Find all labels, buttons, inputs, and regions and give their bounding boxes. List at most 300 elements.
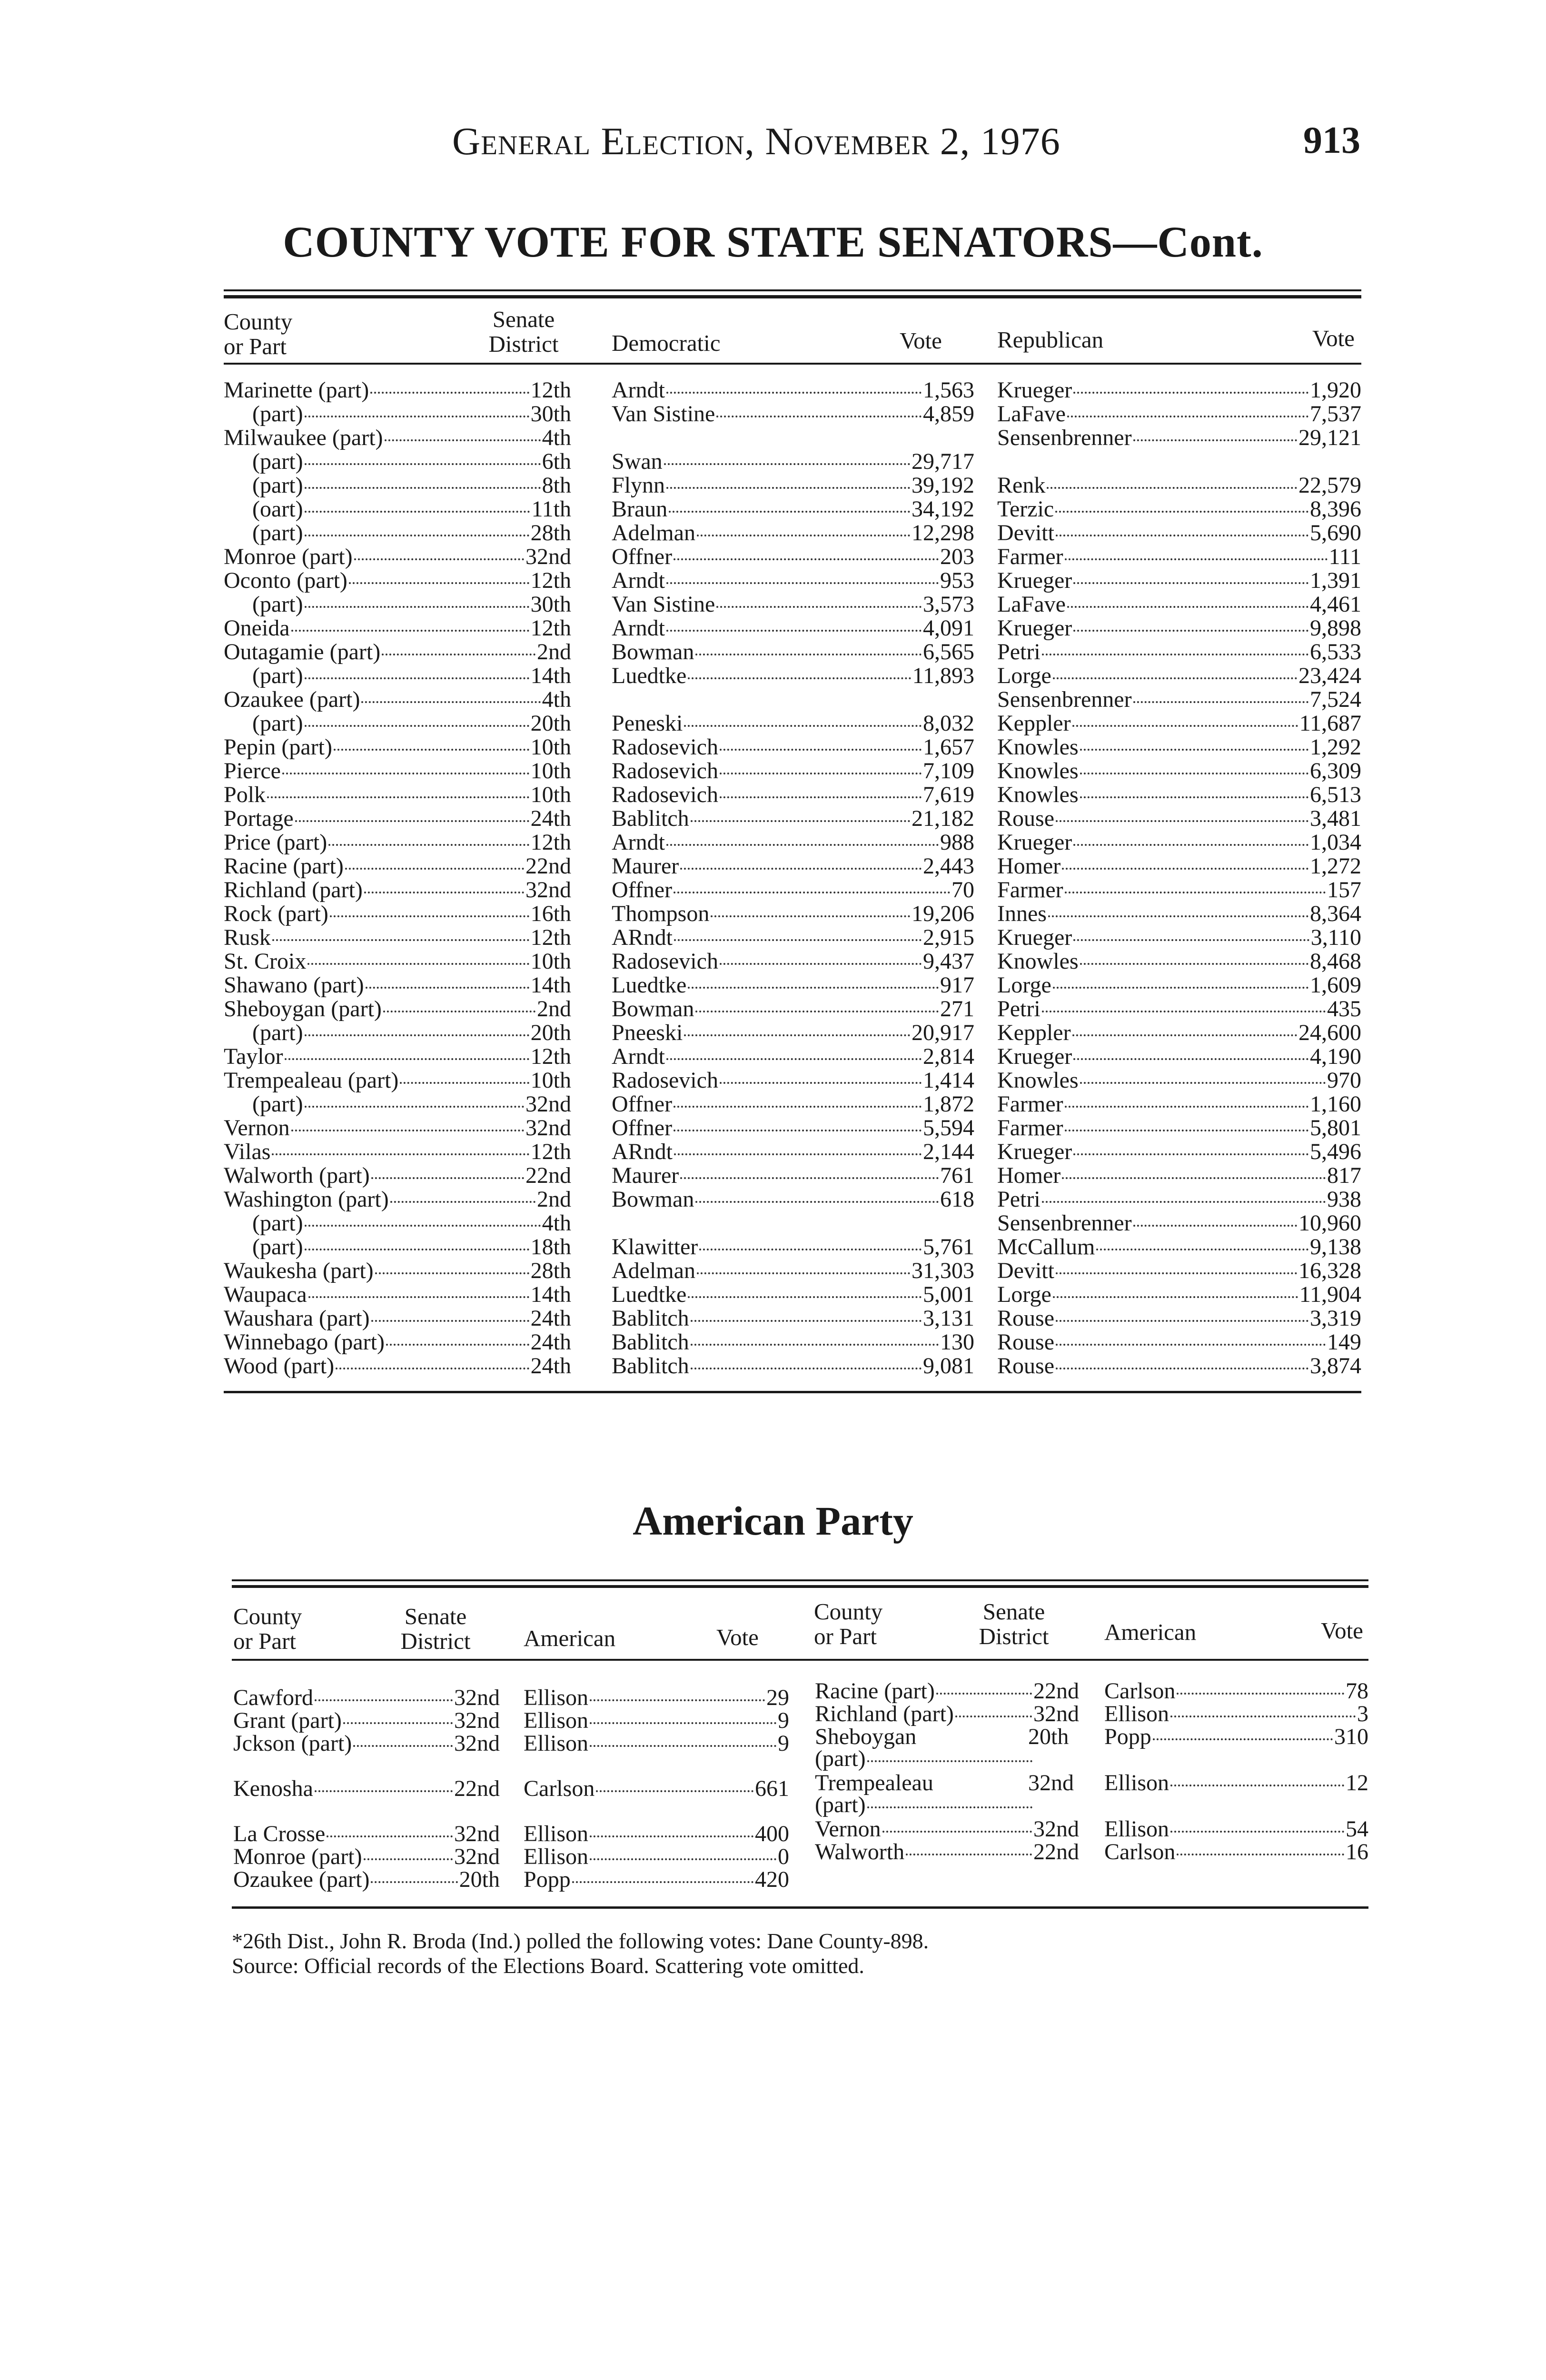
county-cell-value: 2nd: [537, 996, 571, 1021]
republican-cell-label: Terzic: [997, 496, 1054, 522]
ap-candidate-cell: [524, 1822, 789, 1846]
republican-cell-label: Lorge: [997, 972, 1051, 998]
county-cell: [224, 973, 571, 997]
democratic-cell: [612, 450, 974, 474]
table-header-rule: [224, 363, 1361, 365]
dot-leader: [590, 1722, 776, 1724]
dot-leader: [330, 915, 529, 917]
republican-cell: [997, 831, 1361, 854]
ap-candidate-cell-label: Ellison: [1104, 1701, 1169, 1726]
republican-cell-value: 970: [1327, 1068, 1361, 1093]
democratic-cell-label: Maurer: [612, 1163, 679, 1188]
county-cell: [224, 854, 571, 878]
republican-cell: [997, 521, 1361, 545]
dot-leader: [590, 1699, 765, 1701]
county-cell-label: Taylor: [224, 1044, 283, 1069]
dot-leader: [674, 1106, 922, 1108]
dot-leader: [1065, 558, 1328, 560]
ap-county-sub: [815, 1747, 1034, 1771]
democratic-cell: [612, 878, 974, 902]
democratic-cell-label: Arndt: [612, 615, 665, 641]
ap-county-cell-label: Jckson (part): [233, 1731, 352, 1756]
republican-cell-value: 111: [1328, 544, 1361, 569]
democratic-cell-value: 12,298: [912, 520, 974, 545]
dot-leader: [936, 1693, 1032, 1695]
republican-cell: [997, 1211, 1361, 1235]
ap-candidate-cell-value: 420: [755, 1867, 789, 1892]
ap-candidate-cell: [524, 1709, 789, 1733]
democratic-cell-label: Adelman: [612, 520, 695, 545]
dot-leader: [1062, 868, 1308, 870]
ap-candidate-cell-label: Carlson: [1104, 1678, 1176, 1704]
county-cell-value: 24th: [530, 806, 571, 831]
county-cell: [224, 1116, 571, 1140]
county-cell: [224, 997, 571, 1021]
republican-cell: [997, 1140, 1361, 1164]
democratic-cell: [612, 735, 974, 759]
democratic-cell-value: 11,893: [912, 663, 974, 688]
ap-header-district-left: [393, 1604, 478, 1654]
american-party-title: American Party: [633, 1498, 913, 1544]
ap-county-cell-label: Grant (part): [233, 1708, 342, 1733]
county-cell: [252, 402, 571, 426]
ap-county-cell: [815, 1817, 1079, 1841]
democratic-cell-label: Arndt: [612, 377, 665, 403]
ap-candidate-cell: [524, 1777, 789, 1801]
county-cell-label: Oneida: [224, 615, 290, 641]
county-cell-label: Marinette (part): [224, 377, 369, 403]
county-cell-label: Ozaukee (part): [224, 687, 360, 712]
ap-county-cell-value: 22nd: [1033, 1839, 1079, 1864]
republican-cell-label: Devitt: [997, 1258, 1054, 1283]
dot-leader: [684, 1034, 910, 1036]
county-cell-value: 30th: [530, 401, 571, 426]
democratic-cell-value: 2,443: [923, 853, 974, 879]
ap-candidate-cell-value: 78: [1346, 1678, 1368, 1704]
republican-cell: [997, 973, 1361, 997]
county-cell-value: 18th: [530, 1234, 571, 1259]
republican-cell: [997, 759, 1361, 783]
republican-cell-label: Knowles: [997, 1068, 1079, 1093]
county-cell: [224, 1164, 571, 1188]
democratic-cell: [612, 616, 974, 640]
republican-cell-value: 7,524: [1310, 687, 1361, 712]
dot-leader: [305, 725, 529, 727]
ap-candidate-cell-value: 400: [755, 1821, 789, 1846]
dot-leader: [664, 463, 910, 465]
republican-cell-label: Rouse: [997, 1353, 1054, 1378]
dot-leader: [720, 1082, 922, 1084]
republican-cell-value: 4,461: [1310, 592, 1361, 617]
county-cell-label: Waushara (part): [224, 1306, 370, 1331]
dot-leader: [1067, 606, 1308, 608]
county-cell-label: Portage: [224, 806, 294, 831]
county-cell-value: 2nd: [537, 639, 571, 664]
democratic-cell-value: 9,081: [923, 1353, 974, 1378]
democratic-cell: [612, 1354, 974, 1378]
ap-county-cell: [233, 1732, 500, 1755]
dot-leader: [699, 1249, 922, 1250]
county-cell: [224, 1307, 571, 1330]
dot-leader: [716, 416, 922, 417]
dot-leader: [361, 701, 540, 703]
dot-leader: [674, 939, 922, 941]
democratic-cell-value: 618: [940, 1187, 974, 1212]
ap-candidate-cell-value: 29: [766, 1685, 789, 1710]
county-cell-value: 30th: [530, 592, 571, 617]
dot-leader: [1056, 1272, 1297, 1274]
dot-leader: [666, 582, 939, 584]
dot-leader: [1067, 416, 1308, 417]
ap-header-american-right: American: [1104, 1619, 1197, 1645]
democratic-cell-label: Flynn: [612, 473, 665, 498]
dot-leader: [1072, 725, 1298, 727]
ap-header-american-left: American: [524, 1625, 616, 1651]
democratic-cell-value: 2,144: [923, 1139, 974, 1164]
dot-leader: [364, 892, 524, 893]
dot-leader: [1133, 701, 1308, 703]
democratic-cell-label: ARndt: [612, 1139, 673, 1164]
county-cell-value: 12th: [530, 1139, 571, 1164]
democratic-cell-value: 70: [951, 877, 974, 902]
democratic-cell: [612, 664, 974, 688]
county-cell-value: 32nd: [525, 877, 571, 902]
republican-cell: [997, 569, 1361, 593]
democratic-cell: [612, 497, 974, 521]
ap-candidate-cell-label: Ellison: [1104, 1816, 1169, 1842]
dot-leader: [336, 1368, 529, 1369]
democratic-cell-value: 203: [940, 544, 974, 569]
republican-cell-label: Petri: [997, 1187, 1041, 1212]
ap-header-vote-left: Vote: [716, 1624, 759, 1650]
county-cell: [224, 759, 571, 783]
county-cell-value: 32nd: [525, 544, 571, 569]
democratic-cell-value: 953: [940, 568, 974, 593]
ap-county-cell: [233, 1822, 500, 1846]
dot-leader: [1080, 749, 1308, 751]
republican-cell-label: Farmer: [997, 1115, 1063, 1140]
dot-leader: [1056, 820, 1308, 822]
republican-cell-label: Devitt: [997, 520, 1054, 545]
county-cell-label: (part): [252, 401, 303, 426]
county-cell-label: Waukesha (part): [224, 1258, 374, 1283]
ap-candidate-cell: [1104, 1725, 1368, 1749]
county-cell: [252, 497, 571, 521]
county-cell: [224, 569, 571, 593]
dot-leader: [1080, 773, 1308, 774]
republican-cell-value: 3,481: [1310, 806, 1361, 831]
republican-cell: [997, 950, 1361, 973]
header-county: [224, 309, 292, 359]
democratic-cell-label: Van Sistine: [612, 401, 715, 426]
democratic-cell-value: 20,917: [912, 1020, 974, 1045]
republican-cell-label: Rouse: [997, 1306, 1054, 1331]
dot-leader: [327, 1835, 453, 1837]
democratic-cell: [612, 1307, 974, 1330]
county-cell-label: (part): [252, 1091, 303, 1117]
county-cell-label: Pepin (part): [224, 734, 332, 760]
democratic-cell-value: 1,872: [923, 1091, 974, 1117]
ap-county-cell-label: Vernon: [815, 1816, 881, 1842]
republican-cell-value: 3,319: [1310, 1306, 1361, 1331]
dot-leader: [1133, 439, 1297, 441]
dot-leader: [1056, 1344, 1326, 1346]
republican-cell-label: Krueger: [997, 568, 1072, 593]
republican-cell-label: Rouse: [997, 806, 1054, 831]
republican-cell-label: Knowles: [997, 949, 1079, 974]
republican-cell: [997, 1235, 1361, 1259]
dot-leader: [674, 1153, 922, 1155]
dot-leader: [1073, 630, 1308, 632]
ap-county-cell-value: 32nd: [454, 1685, 500, 1710]
republican-cell: [997, 664, 1361, 688]
dot-leader: [720, 796, 922, 798]
dot-leader: [305, 1225, 541, 1227]
democratic-cell-value: 271: [940, 996, 974, 1021]
democratic-cell-label: Luedtke: [612, 663, 687, 688]
dot-leader: [343, 1722, 453, 1724]
county-cell: [224, 1188, 571, 1211]
ap-header-county-line1-r: County: [814, 1598, 883, 1625]
dot-leader: [666, 1058, 922, 1060]
dot-leader: [375, 1272, 529, 1274]
dot-leader: [695, 654, 922, 655]
county-cell: [224, 545, 571, 569]
dot-leader: [590, 1835, 753, 1837]
republican-cell-value: 1,160: [1310, 1091, 1361, 1117]
republican-cell-value: 817: [1327, 1163, 1361, 1188]
democratic-cell-label: Radosevich: [612, 782, 718, 807]
dot-leader: [1080, 963, 1308, 965]
republican-cell-label: Krueger: [997, 1139, 1072, 1164]
democratic-cell-value: 31,303: [912, 1258, 974, 1283]
democratic-cell-label: Luedtke: [612, 1282, 687, 1307]
democratic-cell-value: 1,563: [923, 377, 974, 403]
dot-leader: [305, 1034, 529, 1036]
dot-leader: [1073, 392, 1308, 394]
dot-leader: [906, 1854, 1032, 1855]
ap-county-cell-label: Monroe (part): [233, 1844, 362, 1869]
dot-leader: [955, 1716, 1032, 1717]
republican-cell-label: Krueger: [997, 1044, 1072, 1069]
dot-leader: [1177, 1693, 1344, 1695]
dot-leader: [1080, 1082, 1326, 1084]
dot-leader: [596, 1790, 753, 1792]
dot-leader: [590, 1745, 776, 1747]
democratic-cell-label: Arndt: [612, 830, 665, 855]
republican-cell-value: 8,396: [1310, 496, 1361, 522]
county-cell-value: 4th: [542, 425, 571, 450]
republican-cell-label: McCallum: [997, 1234, 1095, 1259]
democratic-cell: [612, 1092, 974, 1116]
dot-leader: [285, 1058, 529, 1060]
democratic-cell: [612, 593, 974, 616]
county-cell: [252, 1092, 571, 1116]
republican-cell-label: Keppler: [997, 711, 1071, 736]
ap-candidate-cell: [524, 1845, 789, 1869]
dot-leader: [691, 1344, 939, 1346]
republican-cell-label: Rouse: [997, 1329, 1054, 1355]
republican-cell-value: 1,391: [1310, 568, 1361, 593]
ap-county-cell: [815, 1679, 1079, 1703]
county-cell-label: Trempealeau (part): [224, 1068, 399, 1093]
dot-leader: [1042, 654, 1308, 655]
democratic-cell-value: 4,091: [923, 615, 974, 641]
footnote-2: Source: Official records of the Elections Board. Scattering vote omitted.: [232, 1954, 864, 1978]
dot-leader: [1053, 677, 1297, 679]
county-cell-label: Price (part): [224, 830, 327, 855]
county-cell-value: 11th: [531, 496, 571, 522]
ap-county-cell: [233, 1868, 500, 1892]
county-cell: [224, 950, 571, 973]
ap-county-cell: [233, 1777, 500, 1801]
dot-leader: [315, 1699, 453, 1701]
county-cell: [224, 1069, 571, 1092]
dot-leader: [334, 749, 529, 751]
democratic-cell: [612, 378, 974, 402]
republican-cell: [997, 712, 1361, 735]
democratic-cell-value: 1,414: [923, 1068, 974, 1093]
democratic-cell-value: 6,565: [923, 639, 974, 664]
county-cell-value: 12th: [530, 377, 571, 403]
dot-leader: [305, 677, 529, 679]
dot-leader: [1048, 915, 1308, 917]
ap-candidate-cell-label: Ellison: [524, 1731, 589, 1756]
republican-cell-value: 9,138: [1310, 1234, 1361, 1259]
democratic-cell-label: Swan: [612, 449, 663, 474]
county-cell-value: 10th: [530, 758, 571, 783]
republican-cell: [997, 902, 1361, 926]
democratic-cell: [612, 1045, 974, 1069]
county-cell: [224, 1330, 571, 1354]
dot-leader: [1072, 1034, 1297, 1036]
dot-leader: [1065, 1130, 1308, 1131]
democratic-cell-label: Van Sistine: [612, 592, 715, 617]
county-cell-value: 20th: [530, 711, 571, 736]
county-cell-label: Rusk: [224, 925, 271, 950]
republican-cell: [997, 1259, 1361, 1283]
county-cell-label: Vilas: [224, 1139, 271, 1164]
county-cell-value: 4th: [542, 687, 571, 712]
democratic-cell-label: Bowman: [612, 1187, 694, 1212]
ap-county-cell-label: La Crosse: [233, 1821, 326, 1846]
democratic-cell-label: Offner: [612, 877, 673, 902]
republican-cell-value: 7,537: [1310, 401, 1361, 426]
ap-county-cell: [233, 1686, 500, 1710]
county-cell: [224, 426, 571, 450]
county-cell: [224, 831, 571, 854]
county-cell-label: Rock (part): [224, 901, 328, 926]
republican-cell-label: Krueger: [997, 830, 1072, 855]
ap-header-county-line1: County: [233, 1603, 302, 1629]
ap-county-cell-value: 22nd: [454, 1776, 500, 1801]
ap-candidate-cell: [524, 1732, 789, 1755]
republican-cell: [997, 688, 1361, 712]
republican-cell: [997, 735, 1361, 759]
dot-leader: [305, 1106, 524, 1108]
republican-cell-label: Sensenbrenner: [997, 1210, 1132, 1236]
republican-cell: [997, 426, 1361, 450]
democratic-cell-value: 9,437: [923, 949, 974, 974]
dot-leader: [720, 963, 922, 965]
democratic-cell: [612, 1259, 974, 1283]
ap-candidate-cell: [1104, 1817, 1368, 1841]
republican-cell-label: Lorge: [997, 663, 1051, 688]
ap-county-cell-value: 32nd: [454, 1844, 500, 1869]
county-cell: [224, 616, 571, 640]
republican-cell-value: 11,904: [1299, 1282, 1361, 1307]
republican-cell-label: Petri: [997, 996, 1041, 1021]
ap-candidate-cell-value: 12: [1346, 1770, 1368, 1795]
dot-leader: [590, 1858, 776, 1860]
democratic-cell: [612, 831, 974, 854]
county-cell-value: 24th: [530, 1353, 571, 1378]
ap-header-district-line1: Senate: [404, 1603, 467, 1629]
democratic-cell-label: Radosevich: [612, 758, 718, 783]
republican-cell-value: 6,513: [1310, 782, 1361, 807]
republican-cell-value: 157: [1327, 877, 1361, 902]
ap-county-cell-value: 22nd: [1033, 1678, 1079, 1704]
republican-cell-value: 4,190: [1310, 1044, 1361, 1069]
democratic-cell-label: Thompson: [612, 901, 710, 926]
dot-leader: [1053, 1296, 1298, 1298]
republican-cell: [997, 926, 1361, 950]
republican-cell-value: 22,579: [1298, 473, 1361, 498]
republican-cell: [997, 1283, 1361, 1307]
county-cell: [224, 1283, 571, 1307]
democratic-cell-value: 5,001: [923, 1282, 974, 1307]
ap-candidate-cell-label: Carlson: [524, 1776, 595, 1801]
county-cell: [224, 640, 571, 664]
democratic-cell-label: Offner: [612, 544, 673, 569]
republican-cell-label: Knowles: [997, 758, 1079, 783]
ap-candidate-cell-label: Ellison: [524, 1821, 589, 1846]
republican-cell-label: Homer: [997, 853, 1061, 879]
dot-leader: [1073, 1153, 1308, 1155]
democratic-cell-value: 988: [940, 830, 974, 855]
county-cell-value: 4th: [542, 1210, 571, 1236]
dot-leader: [684, 725, 922, 727]
republican-cell: [997, 1188, 1361, 1211]
dot-leader: [382, 654, 535, 655]
republican-cell: [997, 878, 1361, 902]
county-cell-value: 22nd: [525, 1163, 571, 1188]
county-cell-label: Shawano (part): [224, 972, 364, 998]
ap-header-district-right: [971, 1599, 1057, 1649]
dot-leader: [1080, 796, 1308, 798]
democratic-cell: [612, 759, 974, 783]
county-cell: [224, 807, 571, 831]
democratic-cell-label: Pneeski: [612, 1020, 683, 1045]
dot-leader: [691, 1368, 922, 1369]
ap-county-cell-value: 20th: [459, 1867, 500, 1892]
democratic-cell-label: Radosevich: [612, 949, 718, 974]
ap-county-cell-label: Walworth: [815, 1839, 905, 1864]
dot-leader: [1056, 535, 1308, 536]
dot-leader: [1047, 487, 1297, 489]
republican-cell-label: Krueger: [997, 377, 1072, 403]
dot-leader: [1073, 582, 1308, 584]
democratic-cell-value: 2,915: [923, 925, 974, 950]
republican-cell: [997, 783, 1361, 807]
democratic-cell: [612, 712, 974, 735]
county-cell-label: (part): [252, 1020, 303, 1045]
county-cell-label: Milwaukee (part): [224, 425, 383, 450]
republican-cell: [997, 593, 1361, 616]
county-cell-value: 32nd: [525, 1091, 571, 1117]
dot-leader: [349, 582, 529, 584]
democratic-cell-label: Offner: [612, 1091, 673, 1117]
